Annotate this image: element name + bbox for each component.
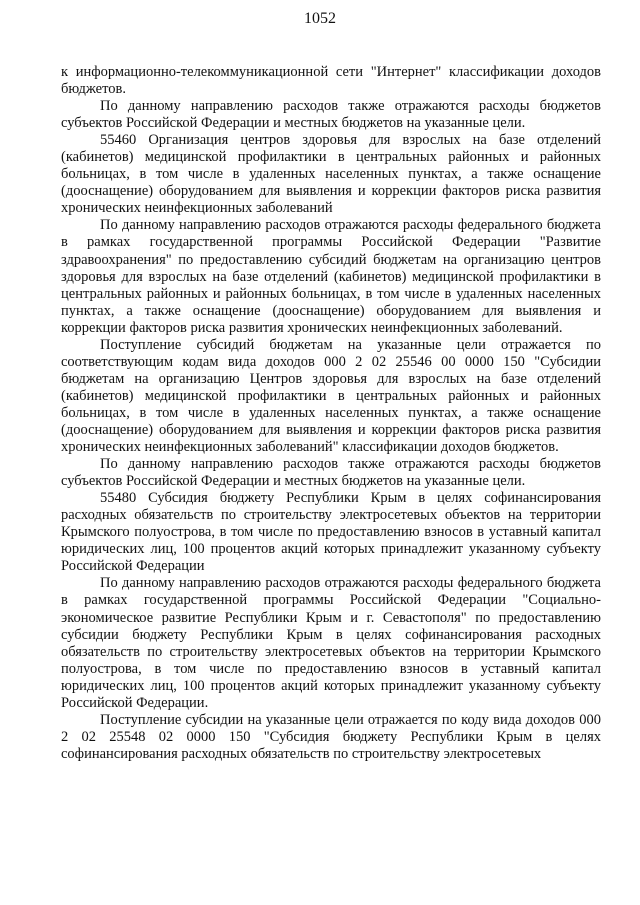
paragraph: По данному направлению расходов отражаются расходы федерального бюджета в рамках государственной программы Российской Федерации "Социально-экономическое развитие Республики Крым и г. Севастополя" по предоставлению субсидии бюджету Республики Крым в целях софинансирования расходных обязательств по строительству электросетевых объектов на территории Крымского полуострова, в том числе по предоставлению взносов в уставный капитал юридических лиц, 100 процентов акций которых принадлежит указанному субъекту Российской Федерации.	[61, 575, 601, 711]
paragraph: По данному направлению расходов также отражаются расходы бюджетов субъектов Российской Федерации и местных бюджетов на указанные цели.	[61, 98, 601, 132]
paragraph: Поступление субсидий бюджетам на указанные цели отражается по соответствующим кодам вида доходов 000 2 02 25546 00 0000 150 "Субсидии бюджетам на организацию Центров здоровья для взрослых на базе отделений (кабинетов) медицинской профилактики в центральных районных и районных больницах, в том числе в удаленных населенных пунктах, а также оснащение (дооснащение) оборудованием для выявления и коррекции факторов риска развития хронических неинфекционных заболеваний" классификации доходов бюджетов.	[61, 336, 601, 456]
page-number: 1052	[304, 10, 336, 27]
paragraph: По данному направлению расходов также отражаются расходы бюджетов субъектов Российской Федерации и местных бюджетов на указанные цели.	[61, 456, 601, 490]
paragraph: 55480 Субсидия бюджету Республики Крым в целях софинансирования расходных обязательств по строительству электросетевых объектов на территории Крымского полуострова, в том числе по предоставлению взносов в уставный капитал юридических лиц, 100 процентов акций которых принадлежит указанному субъекту Российской Федерации	[61, 490, 601, 575]
paragraph: к информационно-телекоммуникационной сети "Интернет" классификации доходов бюджетов.	[61, 64, 601, 98]
paragraph: Поступление субсидии на указанные цели отражается по коду вида доходов 000 2 02 25548 02 0000 150 "Субсидия бюджету Республики Крым в целях софинансирования расходных обязательств по строительству электросетевых	[61, 711, 601, 762]
paragraph: По данному направлению расходов отражаются расходы федерального бюджета в рамках государственной программы Российской Федерации "Развитие здравоохранения" по предоставлению субсидий бюджетам на организацию центров здоровья для взрослых на базе отделений (кабинетов) медицинской профилактики в центральных районных и районных больницах, в том числе в удаленных населенных пунктах, а также оснащение (дооснащение) оборудованием для выявления и коррекции факторов риска развития хронических неинфекционных заболеваний.	[61, 217, 601, 336]
document-body	[61, 64, 601, 763]
paragraph: 55460 Организация центров здоровья для взрослых на базе отделений (кабинетов) медицинской профилактики в центральных районных и районных больницах, в том числе в удаленных населенных пунктах, а также оснащение (дооснащение) оборудованием для выявления и коррекции факторов риска развития хронических неинфекционных заболеваний	[61, 132, 601, 217]
